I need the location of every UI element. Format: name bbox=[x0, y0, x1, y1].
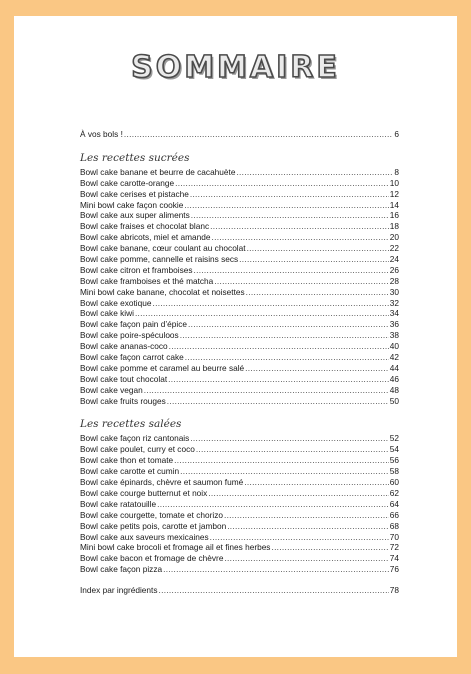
toc-entry-label: Bowl cake courge butternut et noix bbox=[80, 487, 208, 498]
dot-leader bbox=[246, 287, 389, 298]
dot-leader bbox=[168, 374, 389, 385]
dot-leader bbox=[191, 210, 389, 221]
toc-entry-label: Bowl cake thon et tomate bbox=[80, 455, 174, 466]
dot-leader bbox=[227, 521, 389, 532]
toc-entry-label: Bowl cake épinards, chèvre et saumon fumé bbox=[80, 477, 244, 488]
toc-entry-page: 20 bbox=[389, 232, 399, 243]
toc-entry-label: Bowl cake pomme, cannelle et raisins secs bbox=[80, 254, 239, 265]
toc-entry-page: 38 bbox=[389, 330, 399, 341]
dot-leader bbox=[208, 488, 388, 499]
dot-leader bbox=[159, 585, 389, 596]
toc-entry-label: À vos bols ! bbox=[80, 129, 123, 139]
toc-entry-page: 18 bbox=[389, 221, 399, 232]
toc-sections bbox=[80, 152, 399, 575]
toc-entry-page: 78 bbox=[389, 585, 399, 596]
toc-entry-label: Bowl cake cerises et pistache bbox=[80, 188, 189, 199]
dot-leader bbox=[236, 167, 393, 178]
toc-entry-page: 50 bbox=[389, 395, 399, 406]
toc-entry[interactable] bbox=[80, 265, 399, 276]
toc-entry-label: Bowl cake kiwi bbox=[80, 308, 134, 319]
toc-entry[interactable] bbox=[80, 488, 399, 499]
dot-leader bbox=[157, 499, 389, 510]
toc-entry-label: Bowl cake poulet, curry et coco bbox=[80, 444, 195, 455]
toc-entry[interactable] bbox=[80, 510, 399, 521]
toc-entry-page: 12 bbox=[389, 188, 399, 199]
toc-entry-label: Bowl cake vegan bbox=[80, 384, 143, 395]
dot-leader bbox=[247, 243, 389, 254]
toc-entry[interactable] bbox=[80, 532, 399, 543]
toc-entry[interactable] bbox=[80, 455, 399, 466]
toc-entry-page: 48 bbox=[389, 384, 399, 395]
toc-entry-page: 26 bbox=[389, 264, 399, 275]
toc-entry-page: 76 bbox=[389, 564, 399, 575]
table-of-contents bbox=[80, 129, 399, 596]
toc-entry-index[interactable] bbox=[80, 585, 399, 596]
dot-leader bbox=[210, 532, 389, 543]
toc-entry-page: 6 bbox=[394, 129, 399, 139]
toc-entry-label: Bowl cake courgette, tomate et chorizo bbox=[80, 509, 223, 520]
section-heading: Les recettes sucrées bbox=[80, 151, 190, 164]
toc-entry-label: Mini bowl cake brocoli et fromage ail et fines herbes bbox=[80, 542, 271, 553]
toc-entry[interactable] bbox=[80, 254, 399, 265]
toc-entry-label: Bowl cake ananas-coco bbox=[80, 341, 168, 352]
toc-entry-page: 32 bbox=[389, 297, 399, 308]
toc-entry-label: Bowl cake carotte-orange bbox=[80, 177, 175, 188]
toc-entry-intro[interactable] bbox=[80, 129, 399, 140]
toc-entry-label: Bowl cake façon riz cantonais bbox=[80, 433, 190, 444]
toc-entry[interactable] bbox=[80, 444, 399, 455]
toc-entry[interactable] bbox=[80, 466, 399, 477]
toc-entry-page: 44 bbox=[389, 362, 399, 373]
toc-entry-page: 74 bbox=[389, 553, 399, 564]
dot-leader bbox=[163, 564, 389, 575]
toc-entry[interactable] bbox=[80, 178, 399, 189]
toc-entry-page: 10 bbox=[389, 177, 399, 188]
toc-entry[interactable] bbox=[80, 499, 399, 510]
dot-leader bbox=[188, 319, 389, 330]
toc-entry-page: 34 bbox=[389, 308, 399, 319]
dot-leader bbox=[144, 385, 389, 396]
dot-leader bbox=[124, 129, 393, 140]
toc-entry[interactable] bbox=[80, 200, 399, 211]
toc-entry[interactable] bbox=[80, 521, 399, 532]
toc-entry-page: 60 bbox=[389, 477, 399, 488]
toc-entry-page: 62 bbox=[389, 487, 399, 498]
dot-leader bbox=[190, 433, 388, 444]
toc-entry[interactable] bbox=[80, 433, 399, 444]
toc-entry-label: Bowl cake carotte et cumin bbox=[80, 466, 180, 477]
toc-entry[interactable] bbox=[80, 374, 399, 385]
toc-entry-page: 52 bbox=[389, 433, 399, 444]
dot-leader bbox=[245, 363, 389, 374]
toc-entry-label: Bowl cake bacon et fromage de chèvre bbox=[80, 553, 224, 564]
toc-entry-label: Bowl cake exotique bbox=[80, 297, 152, 308]
dot-leader bbox=[244, 477, 389, 488]
toc-entry-page: 58 bbox=[389, 466, 399, 477]
toc-entry-page: 54 bbox=[389, 444, 399, 455]
dot-leader bbox=[271, 542, 388, 553]
toc-entry-label: Bowl cake ratatouille bbox=[80, 498, 157, 509]
toc-entry-page: 28 bbox=[389, 275, 399, 286]
toc-entry-label: Bowl cake abricots, miel et amande bbox=[80, 232, 211, 243]
dot-leader bbox=[239, 254, 389, 265]
dot-leader bbox=[175, 178, 389, 189]
toc-entry[interactable] bbox=[80, 308, 399, 319]
toc-entry[interactable] bbox=[80, 298, 399, 309]
dot-leader bbox=[135, 308, 389, 319]
toc-entry-page: 42 bbox=[389, 352, 399, 363]
toc-entry-page: 24 bbox=[389, 254, 399, 265]
dot-leader bbox=[184, 200, 388, 211]
toc-entry-page: 40 bbox=[389, 341, 399, 352]
document-page bbox=[14, 16, 457, 657]
toc-entry[interactable] bbox=[80, 167, 399, 178]
toc-entry-page: 14 bbox=[389, 199, 399, 210]
dot-leader bbox=[194, 265, 389, 276]
toc-entry[interactable] bbox=[80, 352, 399, 363]
page-title: SOMMAIRE bbox=[131, 50, 340, 85]
toc-entry-label: Bowl cake aux super aliments bbox=[80, 210, 190, 221]
toc-entry[interactable] bbox=[80, 243, 399, 254]
toc-entry-page: 64 bbox=[389, 498, 399, 509]
toc-entry-page: 68 bbox=[389, 520, 399, 531]
toc-entry[interactable] bbox=[80, 330, 399, 341]
toc-entry-label: Bowl cake tout chocolat bbox=[80, 373, 168, 384]
toc-entry[interactable] bbox=[80, 564, 399, 575]
toc-entry[interactable] bbox=[80, 385, 399, 396]
dot-leader bbox=[169, 341, 389, 352]
toc-entry-page: 72 bbox=[389, 542, 399, 553]
toc-entry[interactable] bbox=[80, 319, 399, 330]
dot-leader bbox=[180, 330, 389, 341]
toc-entry-label: Bowl cake citron et framboises bbox=[80, 264, 193, 275]
dot-leader bbox=[190, 189, 389, 200]
toc-entry-label: Bowl cake façon pain d’épice bbox=[80, 319, 188, 330]
toc-entry-page: 46 bbox=[389, 373, 399, 384]
toc-entry[interactable] bbox=[80, 363, 399, 374]
toc-entry-label: Mini bowl cake banane, chocolat et noisettes bbox=[80, 286, 245, 297]
toc-entry[interactable] bbox=[80, 542, 399, 553]
toc-entry[interactable] bbox=[80, 477, 399, 488]
toc-entry-label: Bowl cake framboises et thé matcha bbox=[80, 275, 214, 286]
section-heading: Les recettes salées bbox=[80, 418, 182, 431]
toc-entry-label: Mini bowl cake façon cookie bbox=[80, 199, 184, 210]
toc-entry-label: Bowl cake aux saveurs mexicaines bbox=[80, 531, 209, 542]
dot-leader bbox=[196, 444, 389, 455]
dot-leader bbox=[167, 396, 389, 407]
toc-entry[interactable] bbox=[80, 221, 399, 232]
toc-entry-page: 8 bbox=[394, 166, 399, 177]
toc-entry[interactable] bbox=[80, 210, 399, 221]
dot-leader bbox=[214, 276, 388, 287]
toc-entry[interactable] bbox=[80, 341, 399, 352]
toc-entry-label: Bowl cake façon pizza bbox=[80, 564, 163, 575]
dot-leader bbox=[153, 298, 389, 309]
toc-entry-page: 56 bbox=[389, 455, 399, 466]
toc-entry[interactable] bbox=[80, 396, 399, 407]
toc-entry-label: Bowl cake pomme et caramel au beurre salé bbox=[80, 362, 245, 373]
toc-entry-page: 36 bbox=[389, 319, 399, 330]
toc-entry-page: 22 bbox=[389, 243, 399, 254]
toc-entry-page: 70 bbox=[389, 531, 399, 542]
toc-entry-label: Bowl cake fruits rouges bbox=[80, 395, 166, 406]
toc-entry-label: Bowl cake façon carrot cake bbox=[80, 352, 184, 363]
toc-entry[interactable] bbox=[80, 189, 399, 200]
toc-entry-page: 66 bbox=[389, 509, 399, 520]
toc-entry-label: Bowl cake banane, cœur coulant au chocolat bbox=[80, 243, 246, 254]
dot-leader bbox=[180, 466, 389, 477]
dot-leader bbox=[210, 221, 389, 232]
dot-leader bbox=[185, 352, 389, 363]
dot-leader bbox=[212, 232, 389, 243]
dot-leader bbox=[224, 510, 389, 521]
toc-entry-page: 30 bbox=[389, 286, 399, 297]
toc-entry-label: Index par ingrédients bbox=[80, 585, 158, 596]
toc-entry-label: Bowl cake banane et beurre de cacahuète bbox=[80, 166, 236, 177]
toc-entry-page: 16 bbox=[389, 210, 399, 221]
dot-leader bbox=[174, 455, 389, 466]
toc-entry[interactable] bbox=[80, 232, 399, 243]
dot-leader bbox=[224, 553, 388, 564]
toc-entry[interactable] bbox=[80, 276, 399, 287]
toc-entry-label: Bowl cake poire-spéculoos bbox=[80, 330, 179, 341]
toc-entry[interactable] bbox=[80, 553, 399, 564]
toc-entry-label: Bowl cake fraises et chocolat blanc bbox=[80, 221, 210, 232]
toc-entry-label: Bowl cake petits pois, carotte et jambon bbox=[80, 520, 227, 531]
toc-entry[interactable] bbox=[80, 287, 399, 298]
